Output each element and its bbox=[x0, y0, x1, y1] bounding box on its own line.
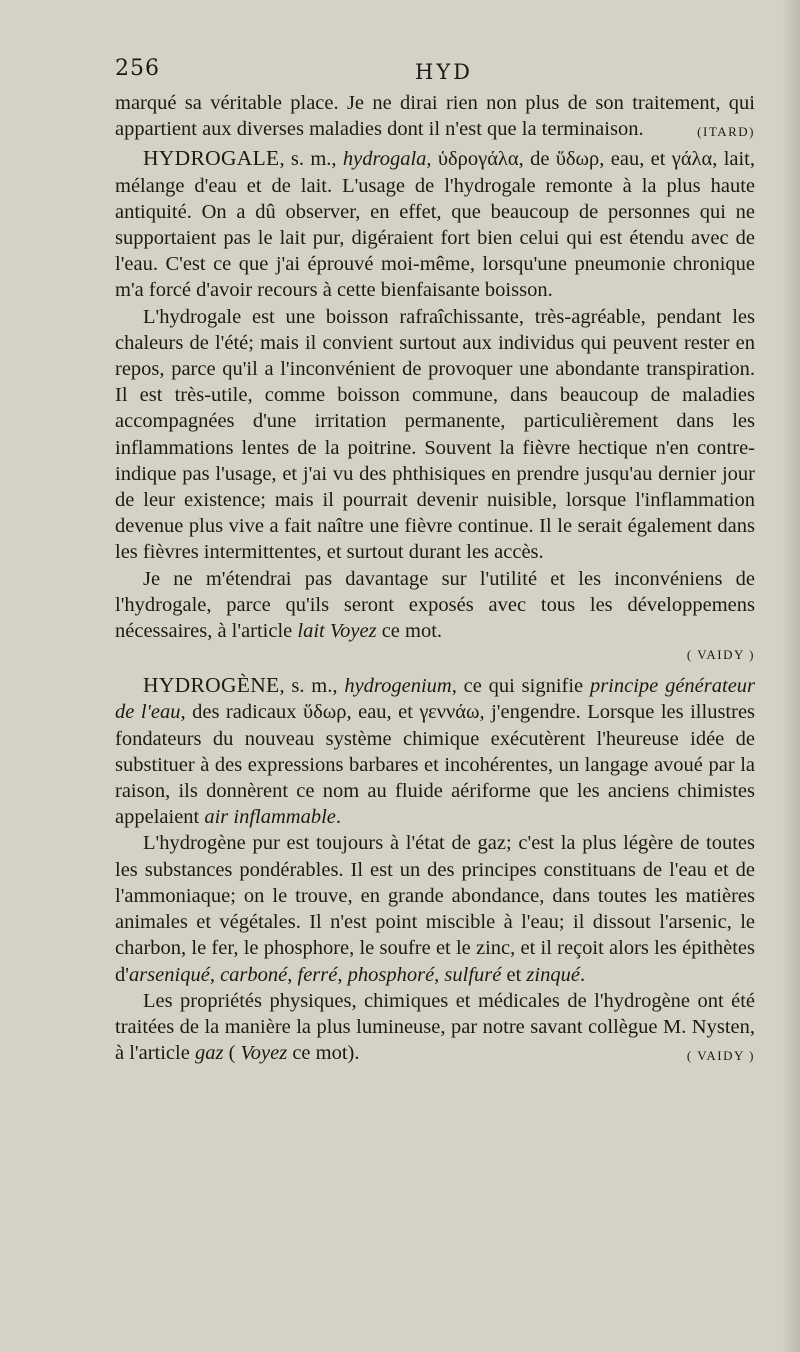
hydrogale-p3-text-a: Je ne m'étendrai pas davantage sur l'utilité et les inconvéniens de l'hydrogale, parce qu'ils seront exposés avec tous les développemens nécessaires, à l'article bbox=[115, 567, 755, 643]
hydrogale-entry-paragraph-3 bbox=[115, 566, 755, 645]
hydrogene-p2-text: L'hydrogène pur est toujours à l'état de gaz; c'est la plus légère de toutes les substances pondérables. Il est un des principes constituans de l'eau et de l'ammoniaque; on le trouve, en grande abondance, dans toutes les matières animales et végétales. Il n'est point miscible à l'eau; il dissout l'arsenic, le charbon, le fer, le phosphore, le soufre et le zinc, et il reçoit alors les épithètes d' bbox=[115, 832, 755, 986]
hydrogale-paragraph-1-text: , lait, mélange d'eau et de lait. L'usage de l'hydrogale remonte à la plus haute antiquité. On a dû observer, en effet, que beaucoup de personnes qui ne supportaient pas le lait pur, digéraient fort bien celui qui est étendu avec de l'eau. C'est ce que j'ai éprouvé moi-même, lorsqu'une pneumonie chronique m'a forcé d'avoir recours à cette bienfaisante boisson. bbox=[115, 148, 756, 302]
page-number: 256 bbox=[115, 56, 160, 81]
hydrogene-air-inflammable: air inflammable bbox=[204, 806, 336, 829]
hydrogene-p3-text-a: Les propriétés physiques, chimiques et médicales de l'hydrogène ont été traitées de la manière la plus lumineuse, par notre savant collègue M. Nysten, à l'article bbox=[115, 989, 755, 1065]
running-head: HYD bbox=[415, 60, 474, 84]
hydrogene-entry-paragraph-2: L'hydrogène pur est toujours à l'état de gaz; c'est la plus légère de toutes les substances pondérables. Il est un des principes constituans de l'eau et de l'ammoniaque; on le trouve, en grande abondance, dans toutes les matières animales et végétales. Il n'est point miscible à l'eau; il dissout l'arsenic, le charbon, le fer, le phosphore, le soufre et le zinc, et il reçoit alors les épithètes d'arseniqué, carboné, ferré, phosphoré, sulfuré et zinqué. bbox=[115, 832, 755, 986]
hydrogale-greek-water: ὕδωρ bbox=[555, 148, 600, 171]
hydrogale-greek-milk: γάλα bbox=[671, 148, 713, 171]
hydrogene-pos: , s. m., bbox=[279, 675, 338, 698]
hydrogene-headword: HYDROGÈNE bbox=[143, 673, 280, 698]
hydrogene-epithet-sulfure: sulfuré bbox=[444, 963, 502, 986]
hydrogene-epithet-arsenique: arseniqué bbox=[128, 963, 210, 986]
hydrogene-p1-text-rest: , j'engendre. Lorsque les illustres fondateurs du nouveau système chimique exécutèrent l'heureuse idée de substituer à des expressions barbares et incohérentes, un langage avoué par la raison, ils donnèrent ce nom au fluide aériforme que les anciens chimistes appelaient bbox=[115, 701, 756, 829]
hydrogale-greek: ὑδρογάλα bbox=[437, 148, 519, 171]
hydrogene-epithet-phosphore: phosphoré bbox=[347, 963, 435, 986]
hydrogale-signature: ( VAIDY ) bbox=[686, 647, 755, 663]
hydrogene-principe: principe générateur de l'eau bbox=[115, 675, 756, 724]
hydrogale-entry-paragraph-2: L'hydrogale est une boisson rafraîchissante, très-agréable, pendant les chaleurs de l'été; mais il convient surtout aux individus qui peuvent rester en repos, parce qu'il a l'inconvénient de provoquer une abondante transpiration. Il est très-utile, comme boisson commune, dans beaucoup de maladies accompagnées d'une irritation permanente, particulièrement dans les inflammations lentes de la poitrine. Souvent la fièvre hectique n'en contre-indique pas l'usage, et j'ai vu des phthisiques en prendre jusqu'au dernier jour de leur existence; mais il pourrait devenir nuisible, lorsque l'inflammation devenue plus vive a fait naître une fièvre continue. Il le serait également dans les fièvres intermittentes, et surtout durant les accès. bbox=[115, 305, 755, 564]
hydrogene-p1-text-c: , eau, et bbox=[346, 701, 413, 724]
hydrogale-latin: hydrogala bbox=[342, 148, 427, 171]
hydrogene-greek-gen: γεννάω bbox=[419, 701, 480, 724]
hydrogale-etym-b: , eau, et bbox=[599, 148, 666, 171]
hydrogene-greek-water: ὕδωρ bbox=[302, 701, 347, 724]
hydrogene-entry-paragraph-3: Les propriétés physiques, chimiques et médicales de l'hydrogène ont été traitées de la manière la plus lumineuse, par notre savant collègue M. Nysten, à l'article gaz ( Voyez ce mot). ( VAIDY ) bbox=[115, 988, 755, 1067]
hydrogene-p2-et: et bbox=[506, 963, 522, 986]
hydrogene-p1-text-a: , ce qui signifie bbox=[451, 675, 584, 698]
hydrogene-p3-voyez: Voyez bbox=[240, 1042, 288, 1065]
hydrogene-p1-end: . bbox=[335, 806, 342, 829]
hydrogene-p1-text-b: , des radicaux bbox=[180, 701, 297, 724]
hydrogale-headword: HYDROGALE bbox=[143, 146, 280, 171]
continuation-paragraph bbox=[115, 90, 755, 142]
hydrogene-entry-paragraph-1 bbox=[115, 672, 755, 830]
hydrogale-etym-a: , de bbox=[518, 148, 550, 171]
hydrogale-pos: , s. m., bbox=[279, 148, 337, 171]
hydrogene-signature: ( VAIDY ) bbox=[686, 1048, 755, 1064]
hydrogene-epithet-zinque: zinqué bbox=[526, 963, 580, 986]
hydrogene-latin: hydrogenium bbox=[344, 675, 452, 698]
page-body bbox=[115, 90, 755, 1069]
hydrogene-epithet-carbone: carboné bbox=[220, 963, 288, 986]
hydrogene-p3-gaz: gaz bbox=[194, 1042, 224, 1065]
continuation-text: marqué sa véritable place. Je ne dirai rien non plus de son traitement, qui appartient aux diverses maladies dont il n'est que la terminaison. bbox=[115, 92, 755, 141]
hydrogene-p3-text-b: ce mot). bbox=[292, 1042, 360, 1065]
hydrogale-entry-paragraph-1: HYDROGALE, s. m., hydrogala, ὑδρογάλα, de ὕδωρ, eau, et γάλα, lait, mélange d'eau et de lait. L'usage de l'hydrogale remonte à la plus haute antiquité. On a dû observer, en effet, que beaucoup de personnes qui ne supportaient pas le lait pur, digéraient fort bien celui qui est étendu avec de l'eau. C'est ce que j'ai éprouvé moi-même, lorsqu'une pneumonie chronique m'a forcé d'avoir recours à cette bienfaisante boisson. bbox=[115, 146, 756, 302]
hydrogene-epithet-ferre: ferré bbox=[297, 963, 338, 986]
page-header bbox=[115, 56, 755, 90]
hydrogale-p3-voyez: Voyez bbox=[329, 620, 377, 643]
hydrogale-p3-lait: lait bbox=[297, 620, 325, 643]
hydrogale-p3-text-b: ce mot. bbox=[381, 620, 443, 643]
continuation-signature: (ITARD) bbox=[697, 124, 755, 140]
